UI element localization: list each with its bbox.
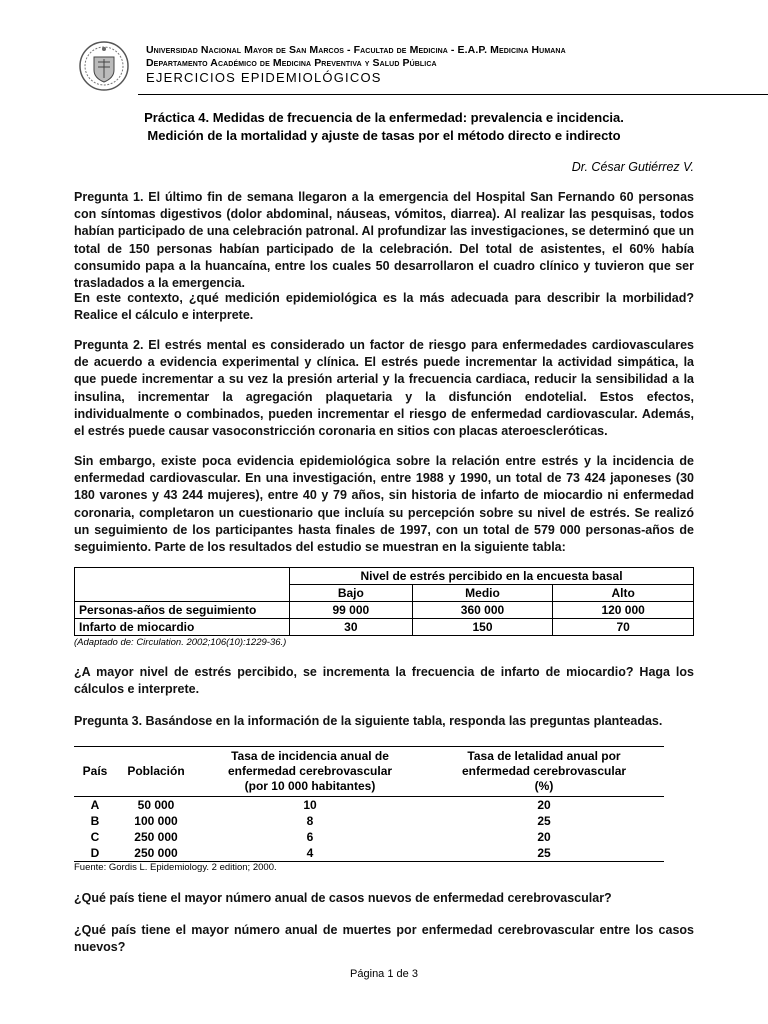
table-cell: D <box>74 845 116 862</box>
question-1-paragraph <box>74 189 694 292</box>
header-subject: EJERCICIOS EPIDEMIOLÓGICOS <box>146 70 382 85</box>
table-cell: 8 <box>306 814 314 828</box>
stress-table-caption: (Adaptado de: Circulation. 2002;106(10):1229-36.) <box>74 637 287 648</box>
table-cell: 10 <box>303 798 317 812</box>
row-label: Personas-años de seguimiento <box>75 602 290 619</box>
header-divider <box>138 94 768 95</box>
table-cell: 30 <box>290 619 413 636</box>
table-cell: 50 000 <box>137 798 175 812</box>
table-row <box>75 602 694 619</box>
stress-table-group-header: Nivel de estrés percibido en la encuesta basal <box>290 568 694 585</box>
table-cell: 4 <box>196 845 424 862</box>
table-row <box>75 619 694 636</box>
table-cell: 360 000 <box>412 602 553 619</box>
incidencia-header-text: Tasa de incidencia anual de enfermedad cerebrovascular <box>227 749 393 778</box>
question-1-label: Pregunta 1. <box>74 190 144 204</box>
stress-table-col-header: Medio <box>412 585 553 602</box>
author: Dr. César Gutiérrez V. <box>571 160 694 174</box>
stress-table <box>74 567 694 636</box>
question-2-text: El estrés mental es considerado un factor de riesgo para enfermedades cardiovasculares de acuerdo a evidencia experimental y clínica. El estrés puede incrementar la actividad simpática, la que puede incrementar a su vez la presión arterial y la frecuencia cardiaca, reducir la sensibilidad a la insulina, incrementar la agregación plaquetaria y la disfunción endotelial. Estos efectos, individualmente o combinados, pueden incrementar el riesgo de enfermedad cardiovascular. Además, el estrés puede causar vasoconstricción coronaria en sitios con placas ateroescleróticas. <box>74 338 694 439</box>
header-department: Departamento Académico de Medicina Preventiva y Salud Pública <box>146 57 437 69</box>
question-3-question-2: ¿Qué país tiene el mayor número anual de muertes por enfermedad cerebrovascular entre los casos nuevos? <box>74 923 694 955</box>
question-1-text: El último fin de semana llegaron a la emergencia del Hospital San Fernando 60 personas con síntomas digestivos (dolor abdominal, náuseas, vómitos, diarrea). Al realizar las pesquisas, todos habían participado de una celebración patronal. Al profundizar las investigaciones, se determinó que un total de 150 personas habían participado de la celebración. Del total de asistentes, el 60% había consumido papa a la huancaína, entre los cuales 50 desarrollaron el cuadro clínico y tuvieron que ser trasladados a la emergencia. <box>74 190 694 291</box>
table-cell: 150 <box>412 619 553 636</box>
table-cell: 6 <box>306 830 314 844</box>
table-cell: 20 <box>537 830 551 844</box>
table-cell: A <box>90 798 100 812</box>
question-2-question: ¿A mayor nivel de estrés percibido, se incrementa la frecuencia de infarto de miocardio? Haga los cálculos e interprete. <box>74 665 694 697</box>
table-row <box>74 829 664 845</box>
document-title-line1: Práctica 4. Medidas de frecuencia de la enfermedad: prevalencia e incidencia. <box>144 110 624 125</box>
question-3-label: Pregunta 3. <box>74 714 143 728</box>
table-cell: 25 <box>537 814 551 828</box>
incidencia-header-units: (por 10 000 habitantes) <box>244 779 376 793</box>
table-cell: 70 <box>553 619 694 636</box>
table-cell: 100 000 <box>134 814 178 828</box>
table-cell: 120 000 <box>553 602 694 619</box>
stress-table-corner <box>75 568 290 602</box>
question-3-question-1: ¿Qué país tiene el mayor número anual de casos nuevos de enfermedad cerebrovascular? <box>74 891 612 905</box>
col-header-pais: País <box>74 747 116 797</box>
cerebrovascular-table-caption: Fuente: Gordis L. Epidemiology. 2 edition; 2000. <box>74 862 277 873</box>
table-cell: C <box>90 830 100 844</box>
table-row <box>74 797 664 814</box>
question-1-question: En este contexto, ¿qué medición epidemiológica es la más adecuada para describir la morbilidad? Realice el cálculo e interprete. <box>74 291 694 323</box>
question-3-paragraph <box>74 713 694 730</box>
cerebrovascular-table <box>74 746 664 862</box>
table-row <box>74 845 664 862</box>
university-seal-icon <box>78 40 130 92</box>
col-header-poblacion: Población <box>116 747 196 797</box>
question-2-paragraph <box>74 337 694 440</box>
header-university: Universidad Nacional Mayor de San Marcos - Facultad de Medicina - E.A.P. Medicina Humana <box>146 44 566 56</box>
table-cell: 20 <box>537 798 551 812</box>
table-cell: B <box>90 814 100 828</box>
row-label: Infarto de miocardio <box>75 619 290 636</box>
page-number: Página 1 de 3 <box>350 968 418 980</box>
table-cell: 99 000 <box>290 602 413 619</box>
question-2-paragraph-2: Sin embargo, existe poca evidencia epidemiológica sobre la relación entre estrés y la incidencia de enfermedad cardiovascular. En una investigación, entre 1988 y 1990, un total de 73 424 japoneses (30 180 varones y 43 244 mujeres), entre 40 y 79 años, sin historia de infarto de miocardio ni enfermedad coronaria, completaron un cuestionario que incluía su percepción sobre su nivel de estrés. Se realizó un seguimiento de los participantes hasta finales de 1997, con un total de 579 000 personas-años de seguimiento. Parte de los resultados del estudio se muestran en la siguiente tabla: <box>74 454 694 555</box>
letalidad-header-text: Tasa de letalidad anual por enfermedad cerebrovascular (%) <box>461 749 627 793</box>
table-cell: 250 000 <box>116 845 196 862</box>
document-header <box>78 40 768 96</box>
col-header-incidencia <box>196 747 424 797</box>
stress-table-col-header: Alto <box>553 585 694 602</box>
question-2-label: Pregunta 2. <box>74 338 144 352</box>
document-title-line2: Medición de la mortalidad y ajuste de tasas por el método directo e indirecto <box>147 128 621 143</box>
stress-table-col-header: Bajo <box>290 585 413 602</box>
table-cell: 25 <box>424 845 664 862</box>
table-cell: 250 000 <box>134 830 178 844</box>
question-3-text: Basándose en la información de la siguiente tabla, responda las preguntas planteadas. <box>142 714 663 728</box>
table-row <box>74 813 664 829</box>
col-header-letalidad <box>424 747 664 797</box>
